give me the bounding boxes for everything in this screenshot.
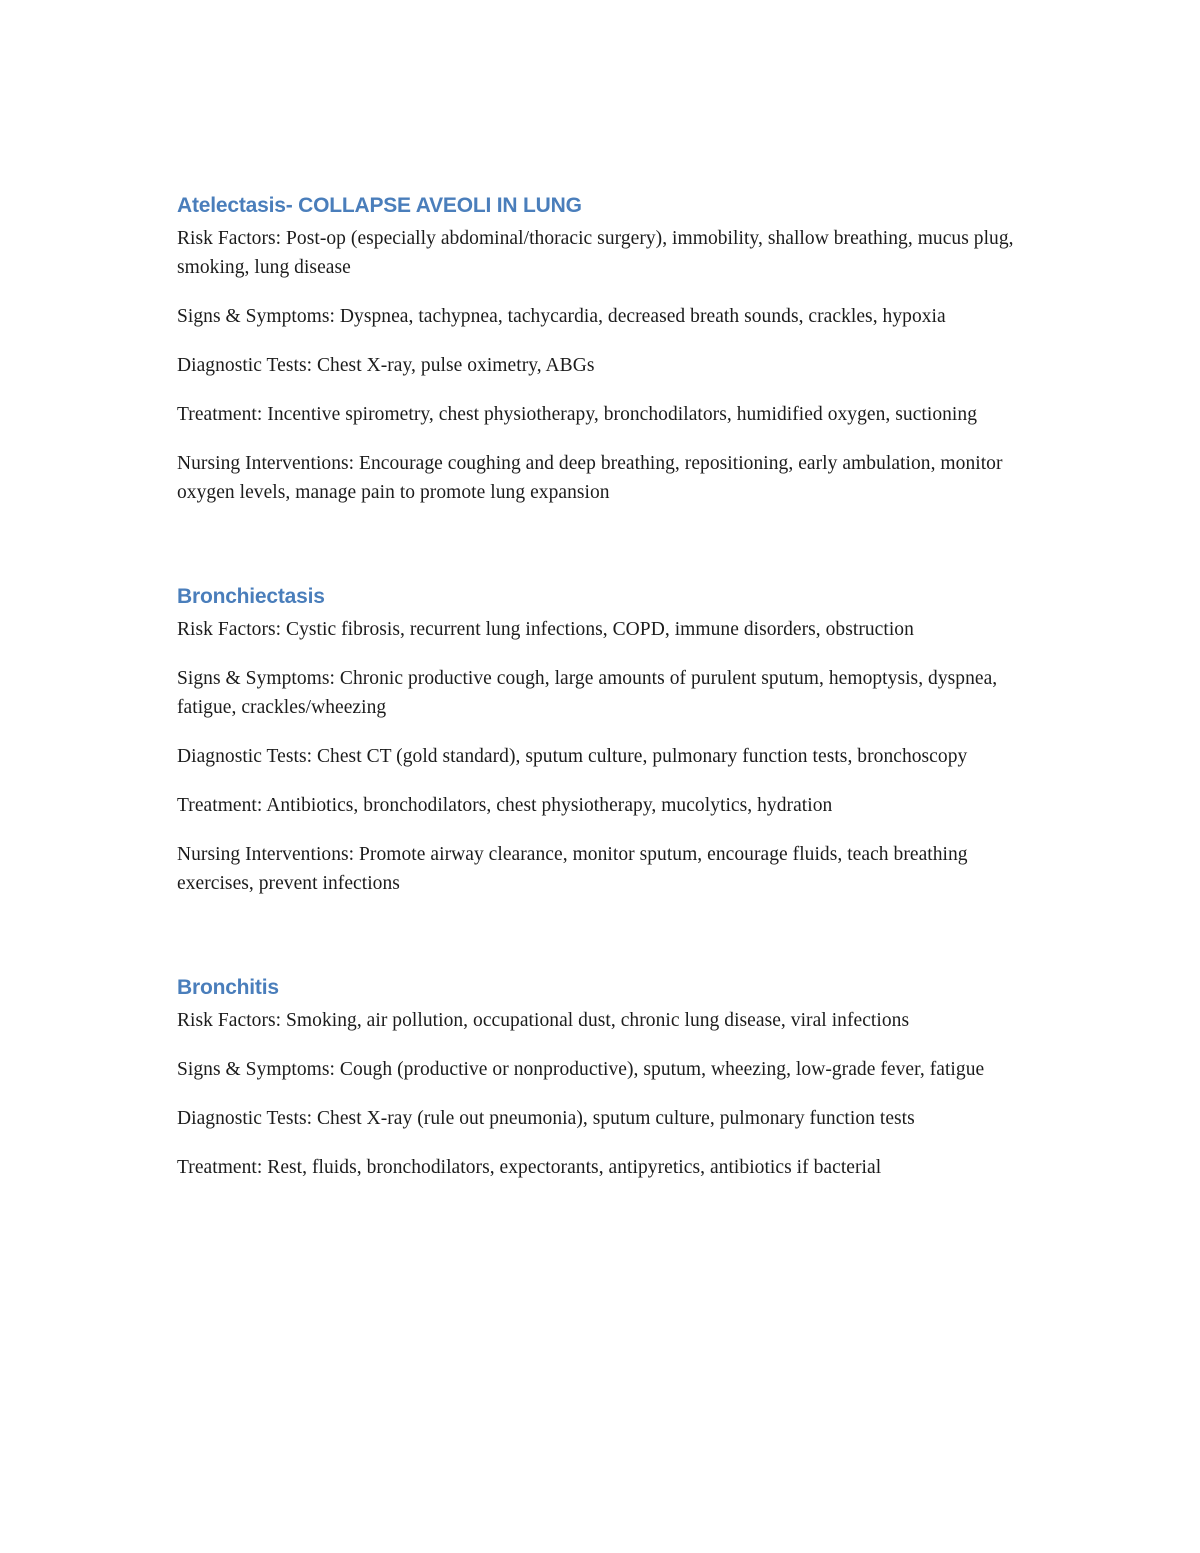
signs-symptoms-text: Signs & Symptoms: Chronic productive cough, large amounts of purulent sputum, hemoptysis, dyspnea, fatigue, crackles/wheezing [177,668,998,718]
diagnostic-tests-text: Diagnostic Tests: Chest CT (gold standard), sputum culture, pulmonary function tests, bronchoscopy [177,746,968,767]
treatment-text: Treatment: Antibiotics, bronchodilators, chest physiotherapy, mucolytics, hydration [177,795,833,816]
diagnostic-tests-text: Diagnostic Tests: Chest X-ray (rule out pneumonia), sputum culture, pulmonary function tests [177,1108,915,1129]
section-heading: Bronchiectasis [177,585,325,608]
signs-symptoms-text: Signs & Symptoms: Cough (productive or nonproductive), sputum, wheezing, low-grade fever, fatigue [177,1059,985,1080]
nursing-interventions-text: Nursing Interventions: Encourage coughing and deep breathing, repositioning, early ambulation, monitor oxygen levels, manage pain to promote lung expansion [177,453,1003,503]
signs-symptoms-text: Signs & Symptoms: Dyspnea, tachypnea, tachycardia, decreased breath sounds, crackles, hypoxia [177,306,946,327]
risk-factors-text: Risk Factors: Post-op (especially abdominal/thoracic surgery), immobility, shallow breathing, mucus plug, smoking, lung disease [177,228,1014,278]
diagnostic-tests-text: Diagnostic Tests: Chest X-ray, pulse oximetry, ABGs [177,355,595,376]
risk-factors-text: Risk Factors: Smoking, air pollution, occupational dust, chronic lung disease, viral infections [177,1010,910,1031]
nursing-interventions-text: Nursing Interventions: Promote airway clearance, monitor sputum, encourage fluids, teach breathing exercises, prevent infections [177,844,968,894]
treatment-text: Treatment: Incentive spirometry, chest physiotherapy, bronchodilators, humidified oxygen, suctioning [177,404,978,425]
section-atelectasis [177,192,1027,507]
risk-factors-text: Risk Factors: Cystic fibrosis, recurrent lung infections, COPD, immune disorders, obstruction [177,619,914,640]
treatment-text: Treatment: Rest, fluids, bronchodilators, expectorants, antipyretics, antibiotics if bacterial [177,1157,882,1178]
section-bronchitis [177,974,1027,1182]
section-heading: Atelectasis- COLLAPSE AVEOLI IN LUNG [177,194,582,217]
document-content [177,192,1027,1182]
section-heading: Bronchitis [177,976,279,999]
section-bronchiectasis [177,583,1027,898]
